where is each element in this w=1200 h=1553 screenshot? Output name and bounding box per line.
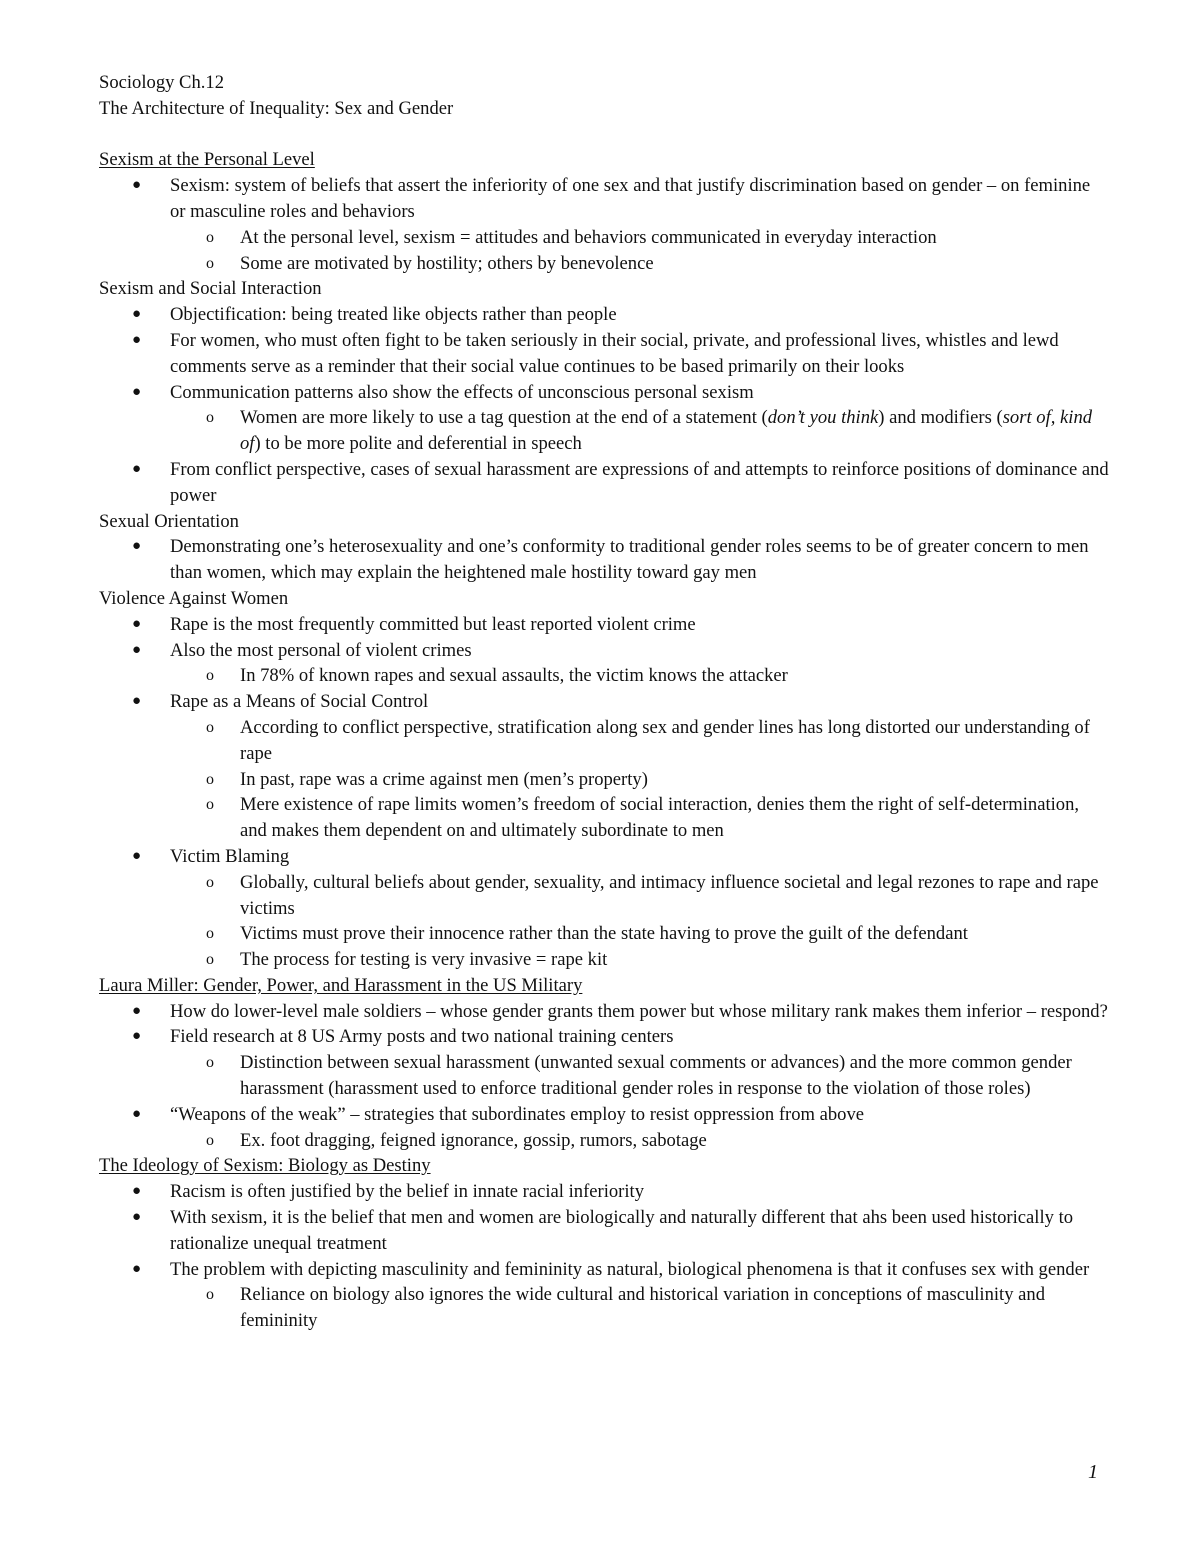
bullet-item — [99, 328, 1109, 380]
bullet-text: The problem with depicting masculinity and femininity as natural, biological phenomena is that it confuses sex with gender — [170, 1258, 1090, 1280]
sub-bullet-circle-icon: o — [206, 254, 214, 272]
sub-bullet-item — [99, 715, 1109, 767]
sub-bullet-circle-icon: o — [206, 925, 214, 943]
sub-bullet-circle-icon: o — [206, 1054, 214, 1072]
section-heading: Sexism at the Personal Level — [99, 149, 315, 171]
bullet-item — [99, 1257, 1109, 1283]
document-subtitle: The Architecture of Inequality: Sex and Gender — [99, 97, 454, 119]
sub-bullet-text: At the personal level, sexism = attitudes and behaviors communicated in everyday interaction — [240, 226, 937, 248]
bullet-text: Racism is often justified by the belief in innate racial inferiority — [170, 1181, 644, 1203]
sub-bullet-circle-icon: o — [206, 951, 214, 969]
bullet-dot-icon: ● — [132, 693, 142, 710]
sub-bullet-item — [99, 663, 1109, 689]
sub-bullet-circle-icon: o — [206, 1286, 214, 1304]
bullet-text: Rape is the most frequently committed but least reported violent crime — [170, 613, 696, 635]
bullet-text: “Weapons of the weak” – strategies that subordinates employ to resist oppression from above — [170, 1103, 865, 1125]
bullet-item — [99, 173, 1109, 225]
bullet-text: With sexism, it is the belief that men and women are biologically and naturally different that ahs been used historically to rationalize unequal treatment — [170, 1207, 1074, 1254]
sub-bullet-circle-icon: o — [206, 718, 214, 736]
sub-bullet-text: Ex. foot dragging, feigned ignorance, gossip, rumors, sabotage — [240, 1129, 707, 1151]
bullet-text: Field research at 8 US Army posts and two national training centers — [170, 1026, 674, 1048]
sub-bullet-text: The process for testing is very invasive = rape kit — [240, 949, 608, 971]
sub-bullet-item — [99, 870, 1109, 922]
bullet-dot-icon: ● — [132, 331, 142, 348]
section-heading: Laura Miller: Gender, Power, and Harassment in the US Military — [99, 974, 583, 996]
page-number: 1 — [1088, 1461, 1098, 1483]
sub-bullet-text: Globally, cultural beliefs about gender, sexuality, and intimacy influence societal and legal rezones to rape and rape victims — [240, 871, 1099, 919]
sections-container — [99, 147, 1109, 1334]
sub-bullet-item — [99, 767, 1109, 793]
bullet-item — [99, 302, 1109, 328]
bullet-text: For women, who must often fight to be taken seriously in their social, private, and professional lives, whistles and lewd comments serve as a reminder that their social value continues to be based primarily on their looks — [170, 329, 1059, 377]
section-heading: The Ideology of Sexism: Biology as Destiny — [99, 1155, 431, 1177]
sub-bullet-text: In 78% of known rapes and sexual assaults, the victim knows the attacker — [240, 665, 788, 687]
bullet-dot-icon: ● — [132, 177, 142, 194]
sub-bullet-text: Women are more likely to use a tag question at the end of a statement (don’t you think) and modifiers (sort of, kind of) to be more polite and deferential in speech — [240, 407, 1093, 455]
blank-line — [99, 122, 1109, 148]
sub-bullet-item — [99, 251, 1109, 277]
sub-bullet-circle-icon: o — [206, 796, 214, 814]
bullet-dot-icon: ● — [132, 383, 142, 400]
sub-bullet-item — [99, 1282, 1109, 1334]
sub-bullet-text: Mere existence of rape limits women’s freedom of social interaction, denies them the right of self-determination, and makes them dependent on and ultimately subordinate to men — [240, 794, 1080, 842]
bullet-dot-icon: ● — [132, 460, 142, 477]
bullet-text: Victim Blaming — [170, 845, 290, 867]
bullet-dot-icon: ● — [132, 615, 142, 632]
bullet-item — [99, 638, 1109, 664]
sub-bullet-text: Distinction between sexual harassment (unwanted sexual comments or advances) and the more common gender harassment (harassment used to enforce traditional gender roles in response to the violation of those roles) — [240, 1052, 1072, 1100]
bullet-dot-icon: ● — [132, 1028, 142, 1045]
sub-bullet-item — [99, 1050, 1109, 1102]
bullet-text: How do lower-level male soldiers – whose gender grants them power but whose military rank makes them inferior – respond? — [170, 1000, 1108, 1022]
bullet-item — [99, 844, 1109, 870]
sub-bullet-text: According to conflict perspective, stratification along sex and gender lines has long distorted our understanding of rape — [240, 716, 1090, 764]
bullet-item — [99, 1205, 1109, 1257]
bullet-item — [99, 1102, 1109, 1128]
bullet-item — [99, 999, 1109, 1025]
sub-bullet-text: Reliance on biology also ignores the wide cultural and historical variation in conceptions of masculinity and femininity — [240, 1284, 1046, 1332]
sub-bullet-item — [99, 792, 1109, 844]
sub-bullet-item — [99, 921, 1109, 947]
bullet-dot-icon: ● — [132, 641, 142, 658]
document-title: Sociology Ch.12 — [99, 72, 224, 93]
sub-bullet-item — [99, 225, 1109, 251]
sub-bullet-circle-icon: o — [206, 228, 214, 246]
bullet-dot-icon: ● — [132, 847, 142, 864]
bullet-text: Demonstrating one’s heterosexuality and one’s conformity to traditional gender roles seems to be of greater concern to men than women, which may explain the heightened male hostility toward gay men — [170, 536, 1089, 584]
sub-bullet-item — [99, 405, 1109, 457]
bullet-text: Also the most personal of violent crimes — [170, 639, 472, 661]
bullet-text: From conflict perspective, cases of sexual harassment are expressions of and attempts to reinforce positions of dominance and power — [170, 458, 1109, 506]
section-heading: Sexism and Social Interaction — [99, 278, 322, 300]
section-heading: Violence Against Women — [99, 587, 289, 609]
sub-bullet-item — [99, 1128, 1109, 1154]
sub-bullet-text: Victims must prove their innocence rather than the state having to prove the guilt of the defendant — [240, 923, 968, 945]
sub-bullet-circle-icon: o — [206, 1131, 214, 1149]
bullet-text: Sexism: system of beliefs that assert the inferiority of one sex and that justify discrimination based on gender – on feminine or masculine roles and behaviors — [170, 175, 1091, 222]
bullet-item — [99, 534, 1109, 586]
sub-bullet-item — [99, 947, 1109, 973]
document-body — [99, 70, 1109, 1334]
bullet-dot-icon: ● — [132, 1183, 142, 1200]
bullet-item — [99, 689, 1109, 715]
bullet-item — [99, 1179, 1109, 1205]
sub-bullet-text: In past, rape was a crime against men (men’s property) — [240, 768, 648, 790]
sub-bullet-circle-icon: o — [206, 409, 214, 427]
sub-bullet-circle-icon: o — [206, 770, 214, 788]
sub-bullet-circle-icon: o — [206, 667, 214, 685]
bullet-dot-icon: ● — [132, 1002, 142, 1019]
bullet-dot-icon: ● — [132, 1105, 142, 1122]
section-heading: Sexual Orientation — [99, 510, 239, 532]
bullet-item — [99, 612, 1109, 638]
bullet-text: Communication patterns also show the effects of unconscious personal sexism — [170, 381, 754, 403]
sub-bullet-text: Some are motivated by hostility; others by benevolence — [240, 252, 654, 274]
bullet-dot-icon: ● — [132, 1260, 142, 1277]
bullet-text: Objectification: being treated like objects rather than people — [170, 304, 617, 326]
bullet-item — [99, 380, 1109, 406]
sub-bullet-circle-icon: o — [206, 873, 214, 891]
bullet-dot-icon: ● — [132, 538, 142, 555]
bullet-text: Rape as a Means of Social Control — [170, 691, 429, 713]
bullet-item — [99, 1024, 1109, 1050]
bullet-dot-icon: ● — [132, 306, 142, 323]
bullet-dot-icon: ● — [132, 1209, 142, 1226]
bullet-item — [99, 457, 1109, 509]
